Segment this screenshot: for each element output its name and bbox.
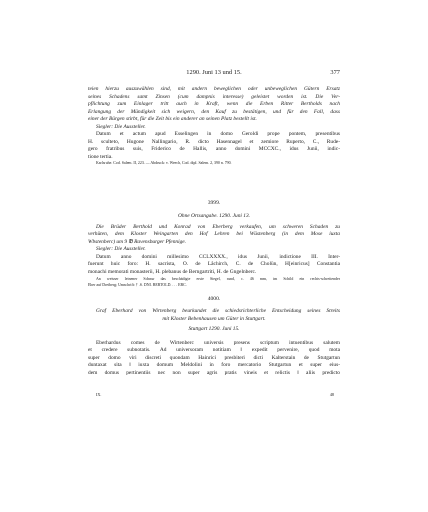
volume-signature: IX.	[96, 392, 102, 397]
text-line: einer der Bürgen stirbt, für die Zeit bis ein anderer an seinen Platz bestellt ist.	[88, 116, 257, 122]
date-line: Ohne Ortsangabe. 1290. Juni 13.	[177, 213, 251, 219]
text-line: teien hierzu auszuwählen sind, mit andern beweglichen oder unbeweglichen Gütern Ersatz	[88, 86, 340, 92]
text-line: fuerunt huic foro: H. sacrista, O. de Lâchirch, C. de Cholün, H[einricus] Constantia	[88, 261, 340, 267]
charter-3999	[88, 213, 340, 288]
document-number: 3999.	[207, 200, 221, 206]
source-note: Karlsruhe. Cod. Salem. II, 223. — Abdruck: v. Weech, Cod. dipl. Salem. 2, 390 n. 790.	[96, 161, 232, 165]
summary-line: Die Brüder Berthold und Konrad von Eberberg verkaufen, um schweren Schaden zu	[96, 223, 340, 230]
previous-charter-ending	[88, 86, 340, 167]
seal-description: Eber auf Dreiberg; Umschrift: † .S. DNI. BERTOLD. . . . EBC.	[88, 282, 187, 287]
text-line: super domo viri discreti quondam Hainrici presbiteri dicti Kalterstain de Stutgartun	[88, 354, 340, 361]
sealer-line: Siegler: Die Aussteller.	[96, 123, 146, 130]
text-line: Eberhardus comes de Wirtenberc universis presens scriptum intuentibus salutem	[96, 339, 340, 346]
text-line: H. sculteto, Hugone Nallingario, R. dicto Hasennagel et zemiore Ruperto, C., Rude-	[88, 138, 340, 145]
summary-line: verhüten, dem Kloster Weingarten den Hof Lehren bei Wüstenberg (in dem Mose iuxta	[88, 231, 340, 237]
text-line: gero fratribus suis, Friderico de Hallis, anno domini MCCXC., idus Junii, indic-	[88, 146, 340, 152]
summary-line: Wbstenberc) um 9 ℔ Ravensburger Pfennige.	[88, 238, 187, 245]
text-line: dem domus pertinentiis nec non super agris pratis vineis et relictis ‖ aliis predicto	[88, 369, 340, 376]
text-line: duntaxat sita ‖ iuxta domum Meldolini in foro mercatorio Stutgartun et super eius-	[88, 362, 340, 368]
text-line: et credere subnotatis. Ad universoram notitiam ‖ expedit pervenire, quod mota	[88, 347, 340, 353]
text-line: Datum anno domini millesimo CCLXXXX., idus Junii, indictione III. Inter-	[96, 253, 340, 260]
charter-4000	[88, 308, 340, 377]
date-line: Stuttgart 1290. Juni 15.	[188, 326, 240, 332]
document-number: 4000.	[207, 296, 221, 302]
seal-description: An weisser leinener Schnur das beschädigte erste Siegel, rund, c. 46 mm, im Schild ein rechts-schreitender	[96, 277, 340, 281]
running-title: 1290. Juni 13 und 15.	[186, 69, 242, 76]
sheet-signature: 48	[329, 392, 334, 397]
text-line: Datum et actum apud Esselingen in domo Geroldi prope pontem, presentibus	[96, 131, 340, 137]
page-header	[88, 69, 340, 78]
text-line: Erlangung der Mündigkeit sich weigern, den Kauf zu bestätigen, und für den Fall, dass	[88, 108, 340, 115]
text-line: tione tertia.	[88, 153, 113, 160]
summary-line: mit Kloster Bebenhausen um Güter in Stuttgart.	[162, 315, 266, 322]
summary-line: Graf Eberhard von Wirtenberg beurkundet die schiedsrichterliche Entscheidung seines Streits	[96, 308, 340, 314]
page-footer	[88, 392, 340, 400]
sealer-line: Siegler: Die Aussteller.	[96, 246, 146, 252]
text-line: pflichtung zum Einlager tritt auch in Kraft, wenn die Erben Ritter Bertholds nach	[88, 101, 340, 107]
text-line: monachi memorati monasterii, H. plebanus de Berngartriti, H. de Gngelnberc.	[88, 268, 257, 275]
text-line: seines Schadens samt Zinsen (cum dampnis interesse) geleistet worden ist. Die Ver-	[88, 93, 340, 100]
page-number: 377	[330, 69, 340, 76]
